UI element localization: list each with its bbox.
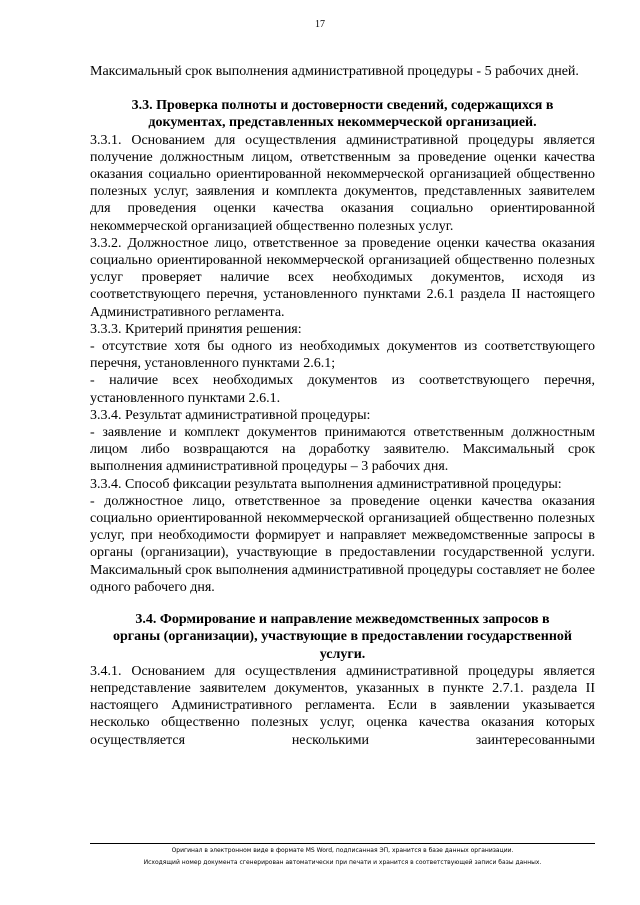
paragraph-3-3-4-item-a: - заявление и комплект документов принимаются ответственным должностным лицом либо возвращаются на доработку заявителю. Максимальный срок выполнения административной процедуры – 3 рабочих дня. (90, 425, 595, 475)
paragraph-3-3-2: 3.3.2. Должностное лицо, ответственное за проведение оценки качества оказания социально ориентированной некоммерческой организацией общественно полезных услуг проверяет наличие всех необходимых документов, исходя из соответствующего перечня, установленного пунктами 2.6.1 раздела II настоящего Административного регламента. (90, 235, 595, 320)
section-heading-3-4-line-1: 3.4. Формирование и направление межведомственных запросов в (135, 612, 550, 628)
page-number: 17 (315, 19, 325, 30)
section-heading-3-4-line-3: услуги. (319, 646, 366, 662)
paragraph-3-3-3: 3.3.3. Критерий принятия решения: (90, 321, 302, 337)
spacer (90, 80, 595, 97)
paragraph-3-3-4-method: 3.3.4. Способ фиксации результата выполнения административной процедуры: (90, 476, 562, 492)
section-heading-3-3-line-1: 3.3. Проверка полноты и достоверности сведений, содержащихся в (131, 98, 554, 114)
spacer (90, 596, 595, 611)
paragraph-3-4-1: 3.4.1. Основанием для осуществления административной процедуры является непредставление заявителем документов, указанных в пункте 2.7.1. раздела II настоящего Административного регламента. Если в заявлении указывается несколько общественно полезных услуг, оценка качества оказания которых осуществляется несколькими заинтересованными (90, 663, 595, 748)
section-heading-3-4-line-2: органы (организации), участвующие в предоставлении государственной (113, 629, 572, 645)
footer-note-original: Оригинал в электронном виде в формате MS Word, подписанная ЭП, хранится в базе данных организации. (171, 847, 514, 854)
paragraph-3-3-4-method-item-a: - должностное лицо, ответственное за проведение оценки качества оказания социально ориентированной некоммерческой организацией общественно полезных услуг, при необходимости формирует и направляет межведомственные запросы в органы (организации), участвующие в предоставлении государственной услуги. Максимальный срок выполнения административной процедуры составляет не более одного рабочего дня. (90, 493, 595, 595)
paragraph-3-3-3-item-b: - наличие всех необходимых документов из соответствующего перечня, установленного пунктами 2.6.1. (90, 373, 595, 406)
paragraph-3-3-1: 3.3.1. Основанием для осуществления административной процедуры является получение должностным лицом, ответственным за проведение оценки качества оказания социально ориентированной некоммерческой организацией общественно полезных услуг, заявления и комплекта документов, представленных заявителем для проведения оценки качества оказания социально ориентированной некоммерческой организацией общественно полезных услуг. (90, 132, 595, 234)
paragraph-3-3-4: 3.3.4. Результат административной процедуры: (90, 407, 371, 423)
footer-note-outgoing-number: Исходящий номер документа сгенерирован автоматически при печати и хранится в соответствующей записи базы данных. (143, 859, 542, 866)
footer-divider (90, 843, 595, 844)
paragraph-3-3-3-item-a: - отсутствие хотя бы одного из необходимых документов из соответствующего перечня, установленного пунктами 2.6.1; (90, 339, 595, 372)
section-heading-3-3-line-2: документах, представленных некоммерческой организацией. (148, 115, 537, 131)
paragraph-max-term-5-days: Максимальный срок выполнения административной процедуры - 5 рабочих дней. (90, 64, 579, 79)
document-body (90, 63, 595, 749)
